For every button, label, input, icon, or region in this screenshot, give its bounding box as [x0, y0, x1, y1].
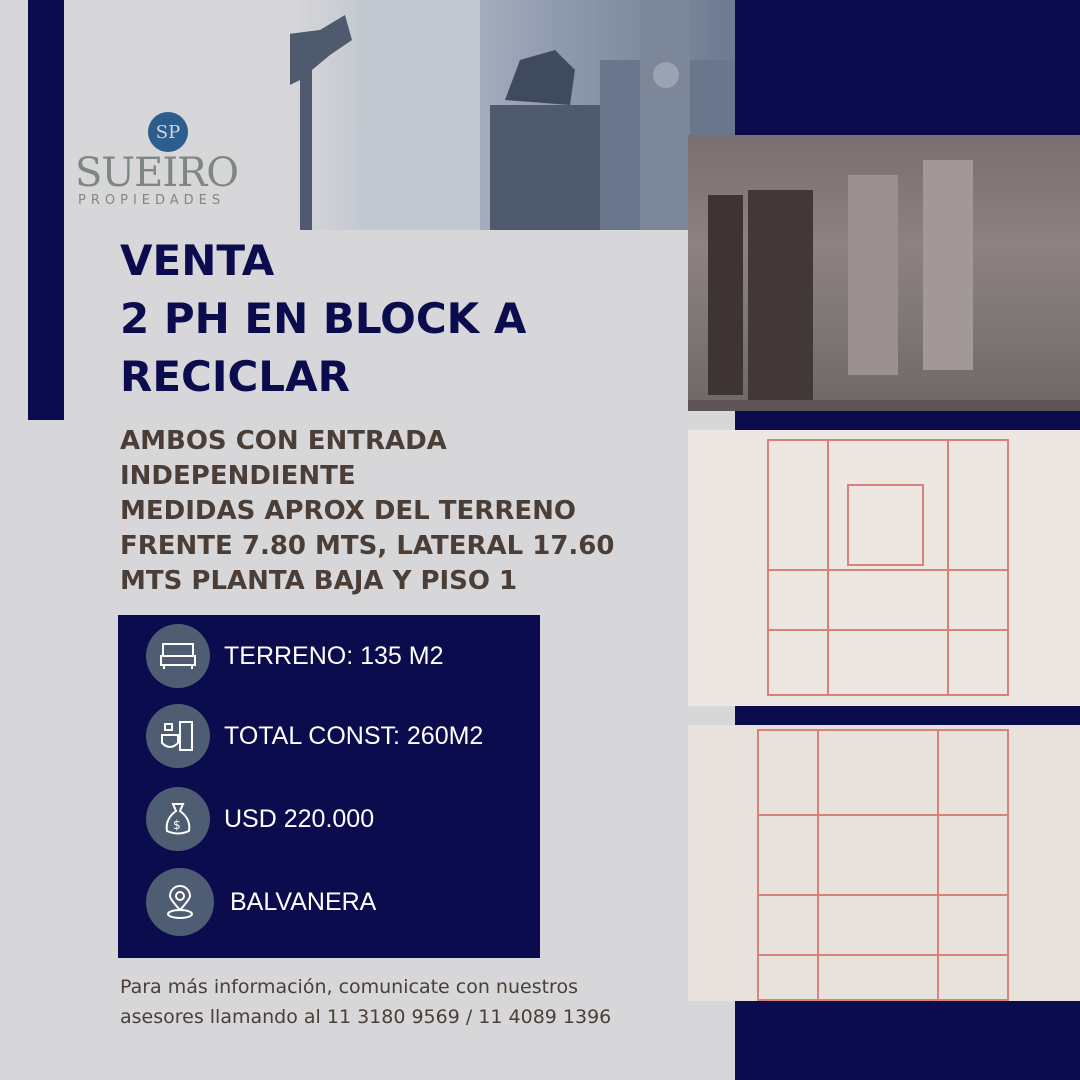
description-line: MEDIDAS APROX DEL TERRENO: [120, 496, 576, 526]
contact-line: Para más información, comunicate con nuestros: [120, 976, 578, 998]
listing-title: [120, 232, 526, 406]
bathroom-icon: [146, 704, 210, 768]
title-line: RECICLAR: [120, 352, 350, 401]
floor-plan-photo-2: [688, 725, 1080, 1001]
feature-label: BALVANERA: [230, 887, 377, 916]
description-line: INDEPENDIENTE: [120, 461, 356, 491]
description-line: MTS PLANTA BAJA Y PISO 1: [120, 566, 518, 596]
feature-lot-size: [146, 624, 444, 688]
contact-info: [120, 972, 611, 1032]
title-line: VENTA: [120, 236, 275, 285]
feature-price: [146, 787, 374, 851]
svg-text:$: $: [173, 818, 181, 832]
description-line: AMBOS CON ENTRADA: [120, 426, 447, 456]
location-pin-icon: [146, 868, 214, 936]
bed-icon: [146, 624, 210, 688]
logo-name: SUEIRO: [75, 150, 239, 196]
header-photo-weathervane: [290, 0, 735, 230]
feature-label: USD 220.000: [224, 804, 375, 833]
money-bag-icon: [146, 787, 210, 851]
listing-description: [120, 424, 614, 599]
floor-plan-photo-1: [688, 430, 1080, 706]
description-line: FRENTE 7.80 MTS, LATERAL 17.60: [120, 531, 615, 561]
feature-location: [146, 868, 376, 936]
feature-label: TOTAL CONST: 260M2: [224, 721, 484, 750]
logo-subtitle: PROPIEDADES: [78, 193, 226, 208]
logo-emblem: SP: [148, 112, 188, 152]
contact-line: asesores llamando al 11 3180 9569 / 11 4089 1396: [120, 1006, 612, 1028]
left-accent-bar: [28, 0, 64, 420]
title-line: 2 PH EN BLOCK A: [120, 294, 527, 343]
building-facade-photo: [688, 135, 1080, 411]
feature-label: TERRENO: 135 M2: [224, 641, 444, 670]
feature-built-area: [146, 704, 483, 768]
features-box: [118, 615, 540, 958]
